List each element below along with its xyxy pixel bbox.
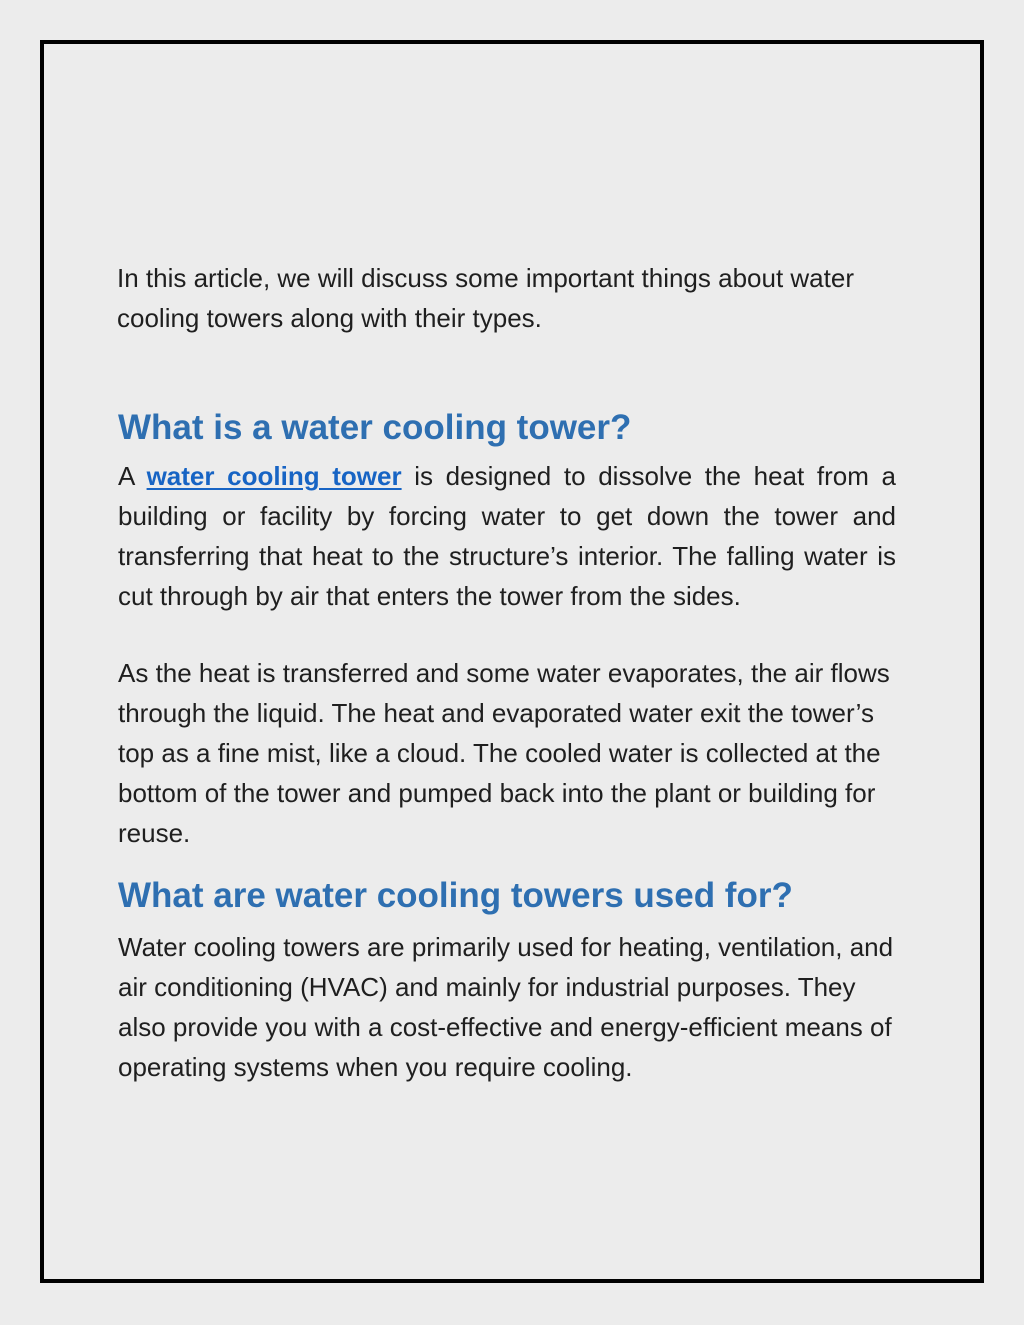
section-heading-used-for: What are water cooling towers used for?	[118, 876, 793, 915]
section2-paragraph-1: Water cooling towers are primarily used for heating, ventilation, and air conditioning (HVAC) and mainly for industrial purposes. They also provide you with a cost-effective and energy-efficient means of operating systems when you require cooling.	[118, 932, 894, 1082]
section-heading-what-is: What is a water cooling tower?	[118, 408, 632, 447]
section1-paragraph-1	[118, 456, 896, 616]
section1-paragraph-2: As the heat is transferred and some water evaporates, the air flows through the liquid. The heat and evaporated water exit the tower’s top as a fine mist, like a cloud. The cooled water is collected at the bottom of the tower and pumped back into the plant or building for reuse.	[118, 658, 890, 848]
paragraph-prefix: A	[118, 461, 147, 491]
intro-paragraph: In this article, we will discuss some important things about water cooling towers along with their types.	[117, 263, 854, 333]
paragraph-rest: is designed to dissolve the heat from a building or facility by forcing water to get down the tower and transferring that heat to the structure’s interior. The falling water is cut through by air that enters the tower from the sides.	[118, 461, 896, 611]
water-cooling-tower-link[interactable]: water cooling tower	[146, 461, 402, 491]
